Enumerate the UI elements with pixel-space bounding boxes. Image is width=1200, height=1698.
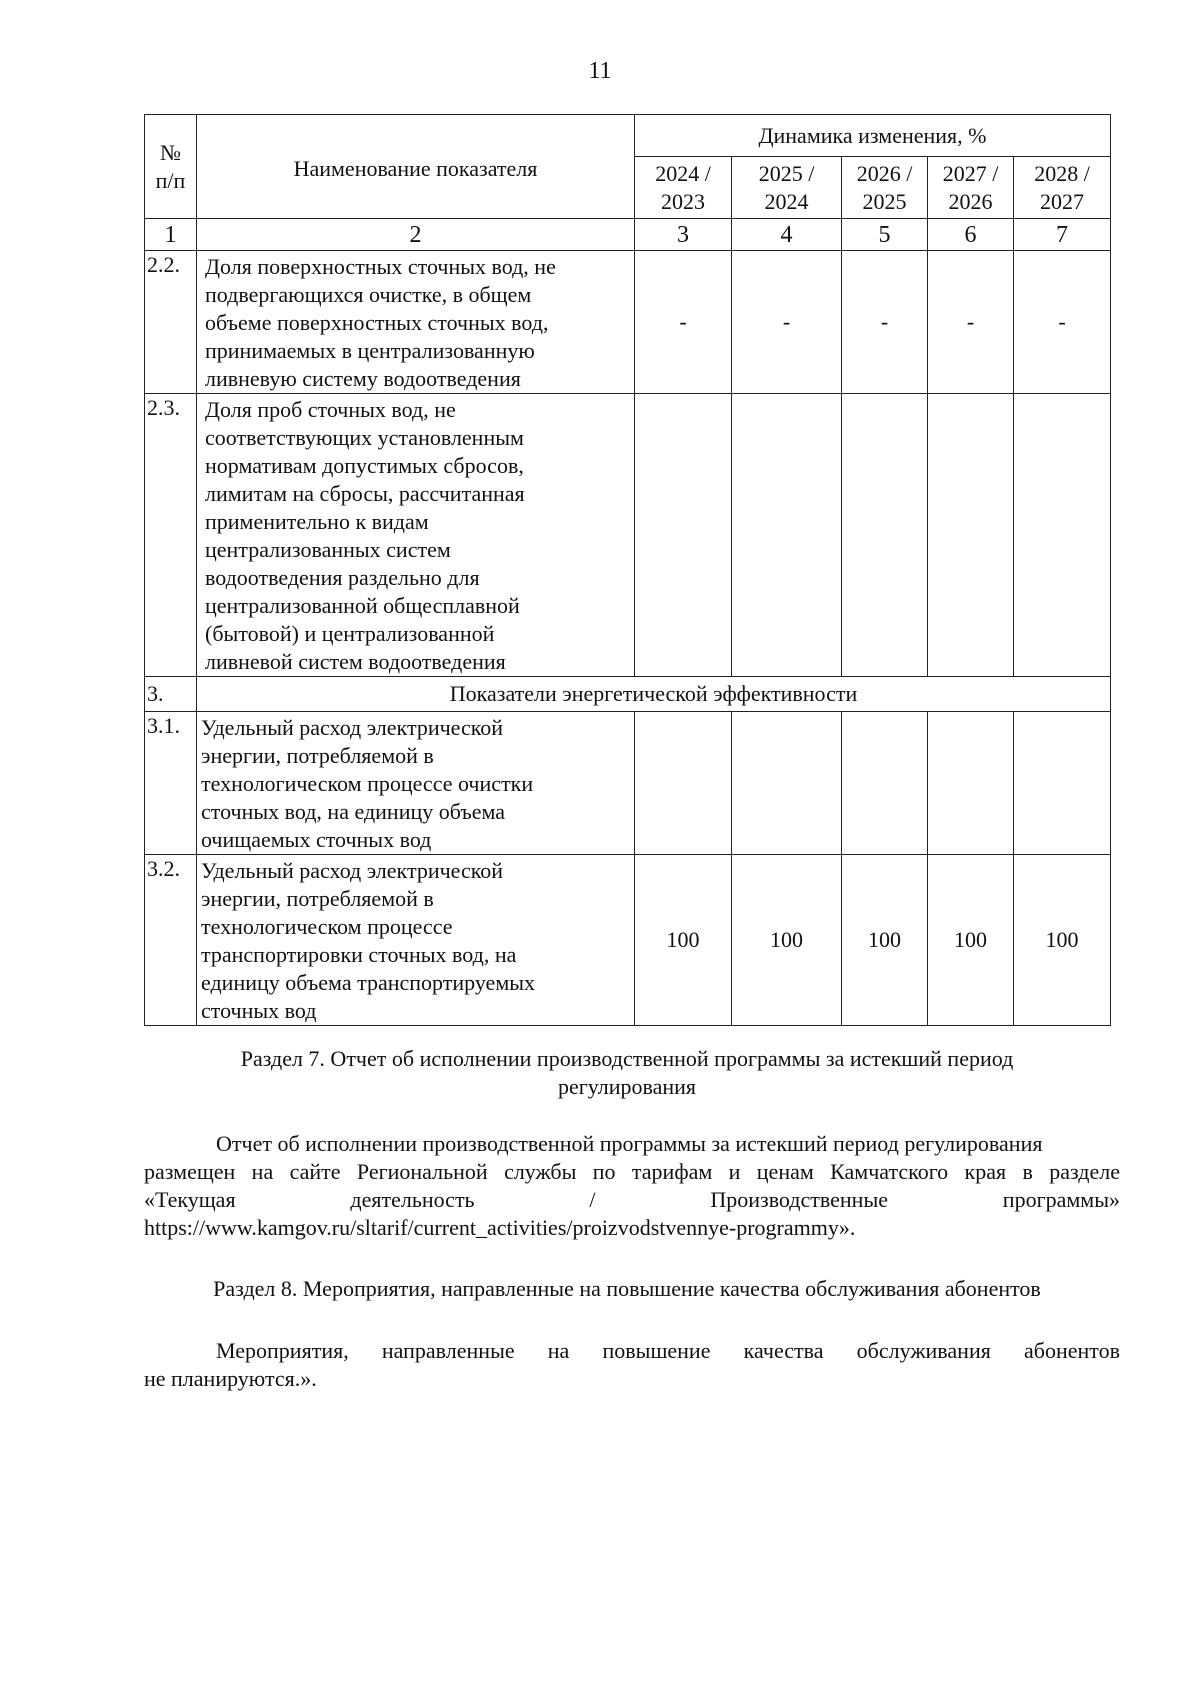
indicator-name: [197, 855, 635, 1026]
indicator-line: централизованных систем: [205, 537, 451, 562]
row-number: 2.3.: [145, 394, 197, 677]
value-cell: [1014, 394, 1111, 677]
row-number: 3.: [145, 677, 197, 712]
value-cell: [732, 394, 842, 677]
year-top: 2026 /: [856, 160, 913, 186]
indicator-line: нормативам допустимых сбросов,: [205, 453, 524, 478]
table-row: [145, 712, 1111, 855]
indicator-line: транспортировки сточных вод, на: [201, 942, 517, 967]
section7-heading-line: регулирования: [557, 1074, 697, 1099]
section7-paragraph: [144, 1130, 1120, 1242]
indicator-line: объеме поверхностных сточных вод,: [205, 310, 549, 335]
indicator-line: централизованной общесплавной: [205, 593, 520, 618]
indicator-name: [197, 394, 635, 677]
indicators-table: [144, 114, 1111, 1026]
indicator-line: технологическом процессе очистки: [201, 771, 534, 796]
indicator-line: сточных вод: [201, 998, 317, 1023]
header-year-cell: [842, 157, 928, 219]
value-cell: 100: [928, 855, 1014, 1026]
row-number: 3.1.: [145, 712, 197, 855]
indicator-line: применительно к видам: [205, 509, 429, 534]
value-cell: -: [842, 251, 928, 394]
indicator-line: энергии, потребляемой в: [201, 886, 434, 911]
page-number: 11: [588, 58, 612, 84]
value-cell: [1014, 712, 1111, 855]
value-cell: -: [1014, 251, 1111, 394]
column-number: 2: [197, 219, 635, 251]
value-cell: -: [928, 251, 1014, 394]
indicator-line: энергии, потребляемой в: [201, 743, 434, 768]
header-year-cell: [732, 157, 842, 219]
indicator-name: [197, 712, 635, 855]
year-top: 2025 /: [758, 160, 815, 186]
header-year-cell: [928, 157, 1014, 219]
paragraph-line: размещен на сайте Региональной службы по тарифам и ценам Камчатского края в разделе: [144, 1159, 1120, 1184]
row-number: 3.2.: [145, 855, 197, 1026]
indicator-line: водоотведения раздельно для: [205, 565, 480, 590]
header-num-symbol: №: [160, 139, 181, 165]
indicator-line: сточных вод, на единицу объема: [201, 799, 506, 824]
value-cell: 100: [635, 855, 732, 1026]
table-row: [145, 394, 1111, 677]
indicator-line: Доля проб сточных вод, не: [205, 397, 456, 422]
value-cell: 100: [1014, 855, 1111, 1026]
column-number: 4: [732, 219, 842, 251]
year-bottom: 2023: [661, 188, 705, 214]
paragraph-line: Отчет об исполнении производственной программы за истекший период регулирования: [216, 1131, 1043, 1156]
column-number: 7: [1014, 219, 1111, 251]
value-cell: [635, 712, 732, 855]
header-num-cell: [145, 115, 197, 219]
year-bottom: 2025: [862, 188, 907, 214]
value-cell: 100: [842, 855, 928, 1026]
indicator-line: Удельный расход электрической: [201, 715, 504, 740]
value-cell: [928, 394, 1014, 677]
column-number: 3: [635, 219, 732, 251]
value-cell: 100: [732, 855, 842, 1026]
column-number: 5: [842, 219, 928, 251]
indicator-line: технологическом процессе: [201, 914, 453, 939]
year-bottom: 2027: [1040, 188, 1085, 214]
header-num-abbr: п/п: [155, 167, 186, 193]
value-cell: [842, 394, 928, 677]
year-top: 2024 /: [655, 160, 711, 186]
column-number: 1: [145, 219, 197, 251]
indicator-line: принимаемых в централизованную: [205, 338, 535, 363]
section8-heading: Раздел 8. Мероприятия, направленные на повышение качества обслуживания абонентов: [213, 1276, 1041, 1301]
year-bottom: 2024: [764, 188, 809, 214]
table-row: [145, 251, 1111, 394]
section7-heading-line: Раздел 7. Отчет об исполнении производственной программы за истекший период: [240, 1046, 1014, 1071]
section7-heading: [144, 1045, 1110, 1101]
header-year-cell: [1014, 157, 1111, 219]
indicator-line: соответствующих установленным: [205, 425, 524, 450]
section8-paragraph: [144, 1337, 1120, 1393]
value-cell: [635, 394, 732, 677]
paragraph-line: Мероприятия, направленные на повышение качества обслуживания абонентов: [216, 1338, 1120, 1363]
paragraph-line: «Текущая деятельность / Производственные программы»: [144, 1187, 1120, 1212]
table-section-row: [145, 677, 1111, 712]
indicator-line: единицу объема транспортируемых: [201, 970, 536, 995]
column-number: 6: [928, 219, 1014, 251]
value-cell: [842, 712, 928, 855]
report-url[interactable]: https://www.kamgov.ru/sltarif/current_activities/proizvodstvennye-programmy».: [144, 1215, 856, 1240]
indicator-line: ливневой систем водоотведения: [205, 649, 506, 674]
indicator-line: Удельный расход электрической: [201, 858, 504, 883]
paragraph-line: не планируются.».: [144, 1366, 317, 1391]
row-number: 2.2.: [145, 251, 197, 394]
header-dynamics-cell: Динамика изменения, %: [635, 115, 1111, 157]
indicator-name: [197, 251, 635, 394]
year-top: 2027 /: [942, 160, 999, 186]
year-bottom: 2026: [948, 188, 993, 214]
section-title: Показатели энергетической эффективности: [197, 677, 1111, 712]
value-cell: [928, 712, 1014, 855]
indicator-line: Доля поверхностных сточных вод, не: [205, 254, 556, 279]
value-cell: -: [635, 251, 732, 394]
year-top: 2028 /: [1034, 160, 1090, 186]
header-year-cell: [635, 157, 732, 219]
indicator-line: ливневую систему водоотведения: [205, 366, 521, 391]
indicator-line: подвергающихся очистке, в общем: [205, 282, 532, 307]
indicator-line: (бытовой) и централизованной: [205, 621, 495, 646]
indicator-line: лимитам на сбросы, рассчитанная: [205, 481, 525, 506]
value-cell: [732, 712, 842, 855]
indicator-line: очищаемых сточных вод: [201, 827, 432, 852]
value-cell: -: [732, 251, 842, 394]
table-row: [145, 855, 1111, 1026]
header-name-cell: Наименование показателя: [197, 115, 635, 219]
paragraph-line-spread: [144, 1186, 1120, 1214]
